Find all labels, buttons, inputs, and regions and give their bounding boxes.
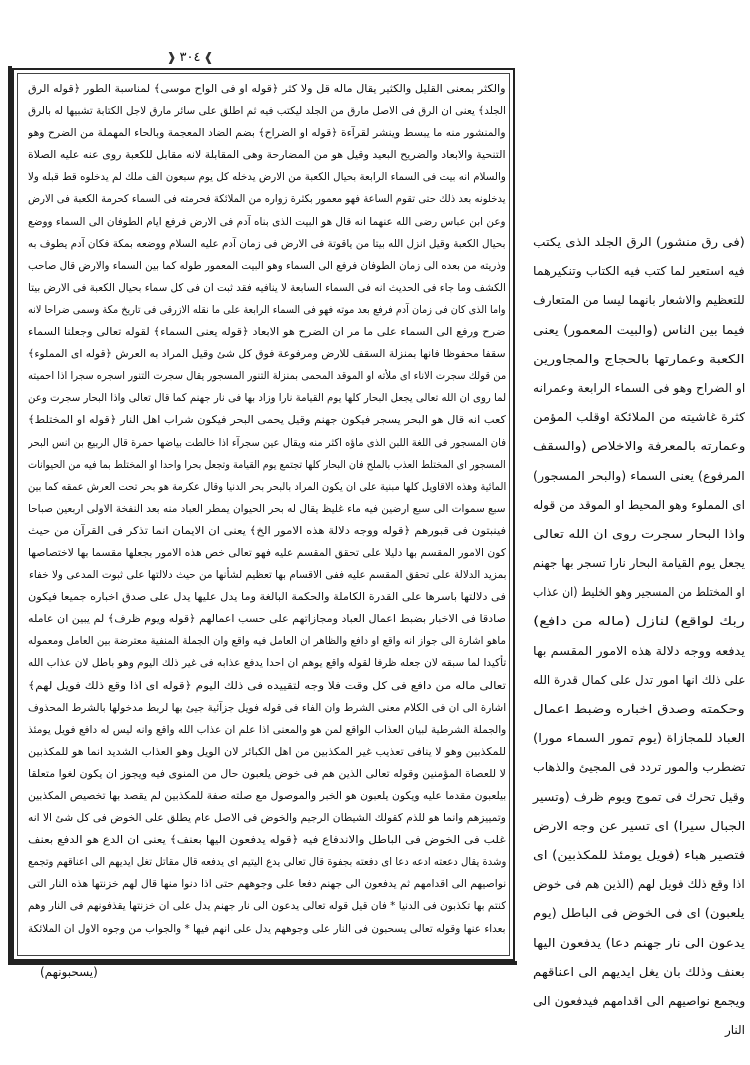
- main-text-line: كنتم بها تكذبون فى الدنيا * فان قيل قوله تعالى يدعون الى نار جهنم يدل على ان خزنتها يقذفونهم فى النار وهم: [28, 900, 506, 913]
- main-text-line: ماهو اشارة الى جواز انه واقع او دافع والظاهر ان العامل فيه واقع وان الجملة المنفية معترضة بين العامل ومعموله: [28, 635, 506, 648]
- main-text-line: واما الذى كان فى زمان آدم فرفع بعد موته فهو فى السماء الرابعة على ما نقله الازرقى فى تاريخ مكة وسمى ضراحا لانه: [28, 303, 506, 316]
- main-text-line: تأكيدا لما سبقه لان جعله ظرفا لقوله واقع يوهم ان احدا يدفع عذابه فى غير ذلك اليوم وهو باطل لان عذاب الله: [28, 657, 506, 670]
- main-text-line: وعن ابن عباس رضى الله عنهما انه قال هو البيت الذى بناه آدم فى الارض فرفع ايام الطوفان الى السماء ووضع: [28, 215, 506, 228]
- main-text-line: الجلد﴾ يعنى ان الرق فى الاصل مارق من الجلد ليكتب فيه ثم اطلق على سائر مارق لاجل الكتابة تشبيها له بالرق: [28, 105, 506, 118]
- main-text-line: تعالى ماله من دافع فى كل وقت فلا وجه لتقييده فى ذلك اليوم ﴿قوله اى اذا وقع ذلك فويل لهم﴾: [28, 679, 506, 692]
- margin-note-line: اذا وقع ذلك فويل لهم (الذين هم فى خوض: [533, 877, 745, 892]
- main-text-line: من قولك سجرت الاناء اى ملأته او الموقد المحمى بمنزلة التنور المسجور يقال سجرت التنور اسجره سجرا اذا احميته: [28, 370, 506, 383]
- margin-note-line: العباد للمجازاة (يوم تمور السماء مورا): [532, 731, 745, 746]
- main-text-line: فان المسجور فى اللغة اللبن الذى ماؤه اكثر منه ويقال عين سجرآء اذا خالطت بياضها حمرة قال الربيع بن انس البحر: [28, 436, 506, 449]
- main-text-line: كون الامور المقسم بها دليلا على تحقق المقسم عليه فهو تعالى خص هذه الامور بجعلها مقسما بها لاختصاصها: [28, 546, 506, 559]
- main-text-line: فينبتون فى قبورهم ﴿قوله ووجه دلالة هذه الامور الخ﴾ يعنى ان الايمان انما تذكر فى القرآن من حيث: [28, 524, 506, 537]
- margin-note-line: للتعظيم والاشعار بانهما ليسا من المتعارف: [533, 293, 745, 308]
- main-text-line: الكشف وما جاء فى الحديث انه فى السماء السابعة لا ينافيه فقد ثبت ان فى كل سماء بحيال الكعبة فى الارض بيتا: [28, 281, 506, 294]
- main-text-line: سبع سموات الى سبع ارضين فيه ماء غليظ يقال له بحر الحيوان يمطر العباد منه بعد النفخة الاولى اربعين صباحا: [28, 502, 506, 515]
- margin-note-line: على ذلك انها امور تدل على كمال قدرة الله: [532, 672, 745, 687]
- margin-note-line: ربك لواقع) لنازل (ماله من دافع): [533, 614, 745, 629]
- main-text-line: نواصيهم الى اقدامهم ثم يدفعون الى جهنم دفعا على وجوههم حتى اذا دنوا منها قال لهم خزنتها هذه النار التى: [28, 878, 506, 891]
- main-commentary-text: [28, 78, 506, 940]
- margin-note-line: تضطرب والمور تردد فى المجيئ والذهاب: [532, 760, 745, 775]
- margin-note-line: الكعبة وعمارتها بالحجاج والمجاورين: [533, 351, 745, 366]
- page-number: ٣٠٤: [179, 49, 201, 65]
- margin-note-line: (فى رق منشور) الرق الجلد الذى يكتب: [533, 235, 745, 249]
- main-text-line: وشدة يقال دععته ادعه دعا اى دفعته بجفوة قال تعالى يدع اليتيم اى يدفعه قال مقاتل تغل ايديهم الى اعناقهم وتجمع: [28, 856, 506, 869]
- margin-note-line: اى المملوء وهو المحيط او الموقد من قوله: [533, 497, 745, 512]
- main-text-line: بعداء عنها وقوله تعالى يسحبون فى النار على وجوههم يدل على انهم فيها * والجواب من وجوه الاول ان الملائكة: [28, 922, 506, 935]
- ornament-right-icon: ❰: [166, 50, 177, 64]
- main-text-line: والمنشور منه ما يبسط وينشر لقرآءة ﴿قوله او الضراح﴾ بضم الضاد المعجمة وبالحاء المهملة من الضرح وهو: [28, 127, 506, 140]
- margin-note-line: المرفوع) يعنى السماء (والبحر المسجور): [533, 468, 745, 483]
- margin-note-line: يجعل يوم القيامة البحار نارا تسجر بها جهنم: [532, 556, 745, 571]
- main-text-line: وتمييزهم وانما هو للذم كقولك الشيطان الرجيم والخوض فى الاصل عام يطلق على الخوض فى كل شئ الا انه: [28, 812, 506, 825]
- main-text-line: صادقا فى الاخبار بضبط اعمال العباد ومجازاتهم على حسب اعمالهم ﴿قوله ويوم ظرف﴾ لم يبين ان عامله: [28, 613, 506, 626]
- main-text-line: لا للعصاة المؤمنين وقوله تعالى الذين هم فى خوض يلعبون حال من المنوى فيه ويجوز ان يكون لغوا متعلقا: [28, 767, 506, 780]
- main-text-line: والجملة الشرطية لبيان العذاب الواقع لمن هو والمعنى اذا علم ان عذاب الله واقع وانه ليس له دافع فويل يومئذ: [28, 723, 506, 736]
- page-number-header: [140, 48, 240, 66]
- main-text-line: المائية وهذه الاقاويل كلها مبنية على ان يكون المراد بالبحر بحر الدنيا وقال عكرمة هو بحر تحت العرش عمقه كما بين: [28, 480, 506, 493]
- main-text-line: وذريته من بعده الى زمان الطوفان فرفع الى السماء وهو البيت المعمور طوله كما بين السماء والارض قال صاحب: [28, 259, 506, 272]
- main-text-line: المسجور اى المختلط العذب بالملح فان البحار كلها تجتمع يوم القيامة وتجعل بحرا واحدا او المختلط بما فيه من الحيوانات: [28, 458, 506, 471]
- margin-note-line: وقيل تحرك فى تموج ويوم ظرف (وتسير: [533, 789, 745, 804]
- main-text-line: والكثر بمعنى القليل والكثير يقال ماله قل ولا كثر ﴿قوله او فى الواح موسى﴾ لمناسبة الطور ﴿قوله الرق: [28, 83, 506, 95]
- ornament-left-icon: ❱: [203, 50, 214, 64]
- main-text-line: يدخلونه بعد ذلك حتى تقوم الساعة فهو معمور بكثرة زواره من الملائكة فحرمته فى السماء كحرمة الكعبة فى الارض: [28, 193, 506, 206]
- main-text-line: سقفا محفوظا فانها بمنزلة السقف للارض ومرفوعة فوق كل شئ وقيل المراد به العرش ﴿قوله اى المملوء﴾: [28, 348, 506, 361]
- margin-note-line: واذا البحار سجرت روى ان الله تعالى: [532, 526, 745, 541]
- main-text-line: كعب انه قال هو البحر يسجر فيكون جهنم وقيل يحمى البحر فيكون شراب اهل النار ﴿قوله او المختلط﴾: [28, 414, 506, 427]
- main-text-line: فى دلالتها باسرها على القدرة الكاملة والحكمة البالغة وما يدل عليها يدل على صدق اخباره جميعا فيكون: [28, 591, 506, 604]
- margin-note-line: يدعون الى نار جهنم دعا) يدفعون اليها: [533, 935, 745, 950]
- margin-note-line: فتصير هباء (فويل يومئذ للمكذبين) اى: [532, 847, 745, 862]
- margin-note-line: كثرة غاشيته من الملائكة اوقلب المؤمن: [532, 410, 745, 425]
- main-text-line: بيلعبون مقدما عليه ويكون يلعبون هو الخبر والموصول مع صلته صفة للمكذبين لم يقصد بها تخصيص المكذبين: [28, 790, 506, 802]
- margin-note-line: فيه استعير لما كتب فيه الكتاب وتنكيرهما: [533, 264, 745, 279]
- main-text-line: والسلام انه بيت فى السماء الرابعة بحيال الكعبة من الارض يدخله كل يوم سبعون الف ملك لم يدخلوه قط قبله ولا: [28, 171, 506, 184]
- main-text-line: التنحية والابعاد والضريح البعيد وقيل هو من المضارحة وهى المقابلة لانه مقابل للكعبة روى عنه عليه الصلاة: [28, 149, 506, 162]
- main-text-line: غلب فى الخوض فى الباطل والاندفاع فيه ﴿قوله يدفعون اليها بعنف﴾ يعنى ان الدع هو الدفع بعنف: [28, 834, 506, 847]
- main-text-line: لما روى ان الله تعالى يجعل البحار كلها يوم القيامة نارا وزاد بها فى نار جهنم كما قال تعالى واذا البحار سجرت وعن: [28, 392, 506, 405]
- main-text-line: بحيال الكعبة وقيل انزل الله بيتا من ياقوتة فى الارض فى زمان آدم عليه السلام ووضعه بمكة فكان آدم يطوف به: [28, 237, 506, 250]
- margin-note-line: يدفعه ووجه دلالة هذه الامور المقسم بها: [533, 643, 745, 658]
- margin-notes: [530, 228, 745, 1045]
- catchword: (يسحبونهم): [40, 965, 98, 979]
- margin-note-line: او الضراح وهو فى السماء الرابعة وعمرانه: [532, 380, 745, 395]
- main-text-frame: [12, 68, 515, 961]
- margin-note-line: او المختلط من المسجير وهو الخليط (ان عذاب: [533, 585, 745, 600]
- margin-note-line: فيما بين الناس (والبيت المعمور) يعنى: [533, 322, 745, 337]
- main-text-line: ضرح ورفع الى السماء على ما مر ان الضرح هو الابعاد ﴿قوله يعنى السماء﴾ لقوله تعالى وجعلنا السماء: [28, 326, 506, 339]
- main-text-line: بمزيد الدلالة على تحقق المقسم عليه ففى الاقسام بها تعظيم لشأنها من حيث دلالتها على ثبوت المدعى ولا خفاء: [28, 569, 506, 582]
- margin-note-line: يلعبون) اى فى الخوض فى الباطل (يوم: [533, 906, 745, 921]
- margin-note-line: وعمارته بالمعرفة والاخلاص (والسقف: [532, 439, 745, 454]
- margin-note-line: بعنف وذلك بان يغل ايديهم الى اعناقهم: [533, 964, 745, 979]
- margin-note-line: ويجمع نواصيهم الى اقدامهم فيدفعون الى: [532, 993, 745, 1008]
- margin-note-line: النار: [724, 1023, 745, 1038]
- margin-note-line: وحكمته وصدق اخباره وضبط اعمال: [533, 702, 745, 716]
- main-text-line: للمكذبين وهو لا ينافى تعذيب غير المكذبين من اهل الكبائر لان الويل وهو العذاب الشديد انما هو للمكذبين: [28, 745, 506, 758]
- margin-note-line: الجبال سيرا) اى تسير عن وجه الارض: [532, 818, 745, 833]
- main-text-line: اشارة الى ان فى الكلام معنى الشرط وان الفاء فى قوله فويل جزآئية جيئ بها لربط مدخولها بالشرط المحذوف: [28, 701, 506, 714]
